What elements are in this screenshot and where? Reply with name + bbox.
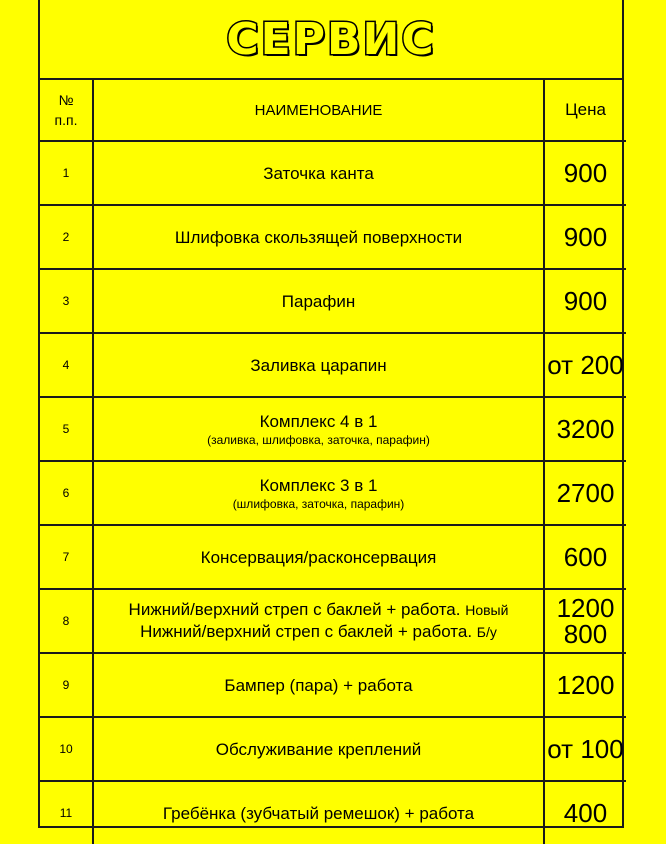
- service-price: [544, 589, 626, 653]
- price-table: [40, 80, 626, 844]
- condition-tag-used: Б/у: [476, 624, 497, 640]
- row-number: 8: [40, 589, 93, 653]
- service-price: 900: [544, 269, 626, 333]
- service-price: 600: [544, 525, 626, 589]
- table-row: [40, 397, 626, 461]
- table-row: [40, 269, 626, 333]
- service-title: Комплекс 3 в 1: [259, 475, 378, 495]
- service-line-used: Нижний/верхний стреп с баклей + работа.: [140, 622, 473, 641]
- column-header-name: НАИМЕНОВАНИЕ: [93, 80, 544, 141]
- service-name: [93, 589, 544, 653]
- service-price: 900: [544, 205, 626, 269]
- table-row: [40, 461, 626, 525]
- condition-tag-new: Новый: [465, 602, 509, 618]
- row-number: 10: [40, 717, 93, 781]
- table-row: [40, 333, 626, 397]
- row-number: 5: [40, 397, 93, 461]
- price-used: 800: [563, 619, 608, 649]
- row-number: 4: [40, 333, 93, 397]
- price-new: 1200: [556, 593, 615, 623]
- service-price: 2700: [544, 461, 626, 525]
- service-name: Гребёнка (зубчатый ремешок) + работа: [93, 781, 544, 844]
- row-number: 9: [40, 653, 93, 717]
- table-row: [40, 653, 626, 717]
- service-name: [93, 397, 544, 461]
- service-price: 3200: [544, 397, 626, 461]
- page-title: СЕРВИС: [226, 13, 436, 65]
- service-price-list: [38, 0, 624, 828]
- row-number: 1: [40, 141, 93, 205]
- service-details: (заливка, шлифовка, заточка, парафин): [207, 432, 430, 447]
- table-row: [40, 141, 626, 205]
- table-row: [40, 717, 626, 781]
- service-price: 900: [544, 141, 626, 205]
- service-details: (шлифовка, заточка, парафин): [232, 496, 405, 511]
- service-name: Шлифовка скользящей поверхности: [93, 205, 544, 269]
- title-box: [40, 0, 622, 80]
- table-row: [40, 205, 626, 269]
- table-row: [40, 781, 626, 844]
- table-header-row: [40, 80, 626, 141]
- service-price: 1200: [544, 653, 626, 717]
- service-name: Заточка канта: [93, 141, 544, 205]
- row-number: 7: [40, 525, 93, 589]
- service-title: Комплекс 4 в 1: [259, 411, 378, 431]
- service-name: Бампер (пара) + работа: [93, 653, 544, 717]
- service-price: от 200: [544, 333, 626, 397]
- row-number: 11: [40, 781, 93, 844]
- table-row: [40, 589, 626, 653]
- service-line-new: Нижний/верхний стреп с баклей + работа.: [128, 600, 461, 619]
- row-number: 3: [40, 269, 93, 333]
- column-header-price: Цена: [544, 80, 626, 141]
- service-price: от 100: [544, 717, 626, 781]
- service-name: [93, 461, 544, 525]
- row-number: 2: [40, 205, 93, 269]
- table-row: [40, 525, 626, 589]
- service-name: Парафин: [93, 269, 544, 333]
- row-number: 6: [40, 461, 93, 525]
- service-price: 400: [544, 781, 626, 844]
- column-header-number: № п.п.: [40, 80, 93, 141]
- service-name: Консервация/расконсервация: [93, 525, 544, 589]
- service-name: Обслуживание креплений: [93, 717, 544, 781]
- service-name: Заливка царапин: [93, 333, 544, 397]
